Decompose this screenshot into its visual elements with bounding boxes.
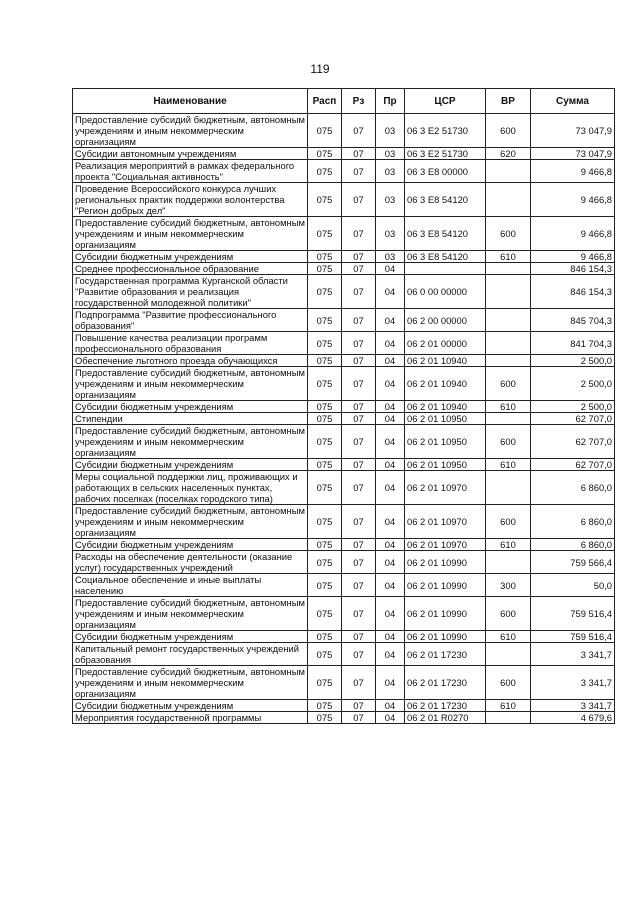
cell-rasp: 075 — [308, 551, 342, 574]
table-row — [73, 355, 615, 367]
cell-csr: 06 2 01 10990 — [405, 631, 486, 643]
cell-rasp: 075 — [308, 643, 342, 666]
cell-csr: 06 2 01 10970 — [405, 471, 486, 505]
cell-csr: 06 3 E8 54120 — [405, 217, 486, 251]
table-row — [73, 275, 615, 309]
cell-csr: 06 3 E8 54120 — [405, 251, 486, 263]
cell-name: Подпрограмма "Развитие профессионального образования" — [73, 309, 308, 332]
cell-csr: 06 2 01 17230 — [405, 700, 486, 712]
cell-vr: 610 — [486, 401, 531, 413]
cell-rz: 07 — [342, 217, 376, 251]
header-sum: Сумма — [531, 89, 615, 114]
cell-vr: 600 — [486, 217, 531, 251]
cell-csr: 06 2 01 00000 — [405, 332, 486, 355]
cell-rasp: 075 — [308, 160, 342, 183]
cell-name: Субсидии бюджетным учреждениям — [73, 401, 308, 413]
cell-pr: 04 — [376, 666, 405, 700]
page-number: 119 — [310, 62, 330, 76]
cell-pr: 04 — [376, 459, 405, 471]
cell-name: Социальное обеспечение и иные выплаты населению — [73, 574, 308, 597]
cell-pr: 03 — [376, 160, 405, 183]
cell-pr: 04 — [376, 367, 405, 401]
cell-rz: 07 — [342, 183, 376, 217]
table-row — [73, 471, 615, 505]
cell-csr: 06 2 01 10950 — [405, 459, 486, 471]
table-row — [73, 505, 615, 539]
table-row — [73, 643, 615, 666]
cell-csr: 06 2 01 10950 — [405, 413, 486, 425]
cell-rz: 07 — [342, 700, 376, 712]
cell-pr: 03 — [376, 183, 405, 217]
cell-name: Предоставление субсидий бюджетным, автономным учреждениям и иным некоммерческим организациям — [73, 217, 308, 251]
table-header-row — [73, 89, 615, 114]
cell-name: Субсидии бюджетным учреждениям — [73, 631, 308, 643]
cell-csr: 06 2 01 10970 — [405, 505, 486, 539]
cell-rasp: 075 — [308, 631, 342, 643]
cell-vr — [486, 413, 531, 425]
table-row — [73, 631, 615, 643]
cell-sum: 2 500,0 — [531, 367, 615, 401]
cell-csr: 06 2 01 10990 — [405, 551, 486, 574]
cell-pr: 03 — [376, 148, 405, 160]
cell-rasp: 075 — [308, 425, 342, 459]
cell-sum: 759 566,4 — [531, 551, 615, 574]
header-rz: Рз — [342, 89, 376, 114]
cell-name: Предоставление субсидий бюджетным, автономным учреждениям и иным некоммерческим организациям — [73, 505, 308, 539]
cell-csr: 06 2 01 10990 — [405, 574, 486, 597]
cell-pr: 04 — [376, 309, 405, 332]
cell-rasp: 075 — [308, 251, 342, 263]
cell-rz: 07 — [342, 309, 376, 332]
cell-rz: 07 — [342, 275, 376, 309]
cell-csr: 06 3 E2 51730 — [405, 114, 486, 148]
cell-sum: 3 341,7 — [531, 666, 615, 700]
cell-sum: 50,0 — [531, 574, 615, 597]
cell-rasp: 075 — [308, 539, 342, 551]
cell-name: Повышение качества реализации программ профессионального образования — [73, 332, 308, 355]
cell-sum: 841 704,3 — [531, 332, 615, 355]
cell-rz: 07 — [342, 367, 376, 401]
cell-rasp: 075 — [308, 459, 342, 471]
header-name: Наименование — [73, 89, 308, 114]
cell-rz: 07 — [342, 551, 376, 574]
cell-vr: 600 — [486, 367, 531, 401]
cell-rz: 07 — [342, 401, 376, 413]
table-row — [73, 413, 615, 425]
table-row — [73, 114, 615, 148]
cell-name: Субсидии автономным учреждениям — [73, 148, 308, 160]
table-row — [73, 574, 615, 597]
cell-name: Проведение Всероссийского конкурса лучших региональных практик поддержки волонтерства "Регион добрых дел" — [73, 183, 308, 217]
cell-name: Обеспечение льготного проезда обучающихся — [73, 355, 308, 367]
cell-name: Расходы на обеспечение деятельности (оказание услуг) государственных учреждений — [73, 551, 308, 574]
cell-rasp: 075 — [308, 505, 342, 539]
header-pr: Пр — [376, 89, 405, 114]
cell-rasp: 075 — [308, 275, 342, 309]
table-row — [73, 425, 615, 459]
cell-csr: 06 3 E8 00000 — [405, 160, 486, 183]
cell-rz: 07 — [342, 160, 376, 183]
cell-pr: 03 — [376, 114, 405, 148]
cell-vr — [486, 309, 531, 332]
cell-vr — [486, 263, 531, 275]
cell-sum: 4 679,6 — [531, 712, 615, 724]
cell-rasp: 075 — [308, 700, 342, 712]
cell-vr — [486, 275, 531, 309]
table-row — [73, 160, 615, 183]
cell-rasp: 075 — [308, 355, 342, 367]
cell-rasp: 075 — [308, 712, 342, 724]
cell-pr: 04 — [376, 597, 405, 631]
cell-vr: 300 — [486, 574, 531, 597]
cell-vr — [486, 355, 531, 367]
cell-vr: 610 — [486, 631, 531, 643]
cell-vr: 600 — [486, 505, 531, 539]
cell-csr: 06 2 01 10940 — [405, 355, 486, 367]
cell-name: Субсидии бюджетным учреждениям — [73, 459, 308, 471]
cell-pr: 04 — [376, 700, 405, 712]
table-row — [73, 309, 615, 332]
table-row — [73, 666, 615, 700]
cell-pr: 04 — [376, 425, 405, 459]
cell-name: Меры социальной поддержки лиц, проживающих и работающих в сельских населенных пунктах, рабочих поселках (поселках городского типа) — [73, 471, 308, 505]
table-row — [73, 332, 615, 355]
cell-rasp: 075 — [308, 597, 342, 631]
table-row — [73, 551, 615, 574]
cell-pr: 04 — [376, 355, 405, 367]
cell-name: Субсидии бюджетным учреждениям — [73, 251, 308, 263]
cell-csr: 06 3 E8 54120 — [405, 183, 486, 217]
cell-pr: 04 — [376, 551, 405, 574]
cell-rasp: 075 — [308, 148, 342, 160]
cell-rz: 07 — [342, 263, 376, 275]
cell-sum: 2 500,0 — [531, 401, 615, 413]
cell-sum: 6 860,0 — [531, 539, 615, 551]
cell-pr: 04 — [376, 471, 405, 505]
cell-sum: 73 047,9 — [531, 148, 615, 160]
table-row — [73, 539, 615, 551]
cell-rasp: 075 — [308, 309, 342, 332]
cell-vr: 600 — [486, 666, 531, 700]
cell-rz: 07 — [342, 148, 376, 160]
cell-csr: 06 2 00 00000 — [405, 309, 486, 332]
cell-rz: 07 — [342, 413, 376, 425]
table-row — [73, 597, 615, 631]
cell-sum: 846 154,3 — [531, 275, 615, 309]
cell-name: Мероприятия государственной программы — [73, 712, 308, 724]
table-row — [73, 712, 615, 724]
cell-rz: 07 — [342, 355, 376, 367]
cell-rz: 07 — [342, 597, 376, 631]
cell-vr: 600 — [486, 114, 531, 148]
cell-vr: 610 — [486, 700, 531, 712]
cell-pr: 03 — [376, 217, 405, 251]
cell-rasp: 075 — [308, 332, 342, 355]
cell-name: Реализация мероприятий в рамках федерального проекта "Социальная активность" — [73, 160, 308, 183]
cell-csr: 06 3 E2 51730 — [405, 148, 486, 160]
cell-name: Предоставление субсидий бюджетным, автономным учреждениям и иным некоммерческим организациям — [73, 666, 308, 700]
cell-pr: 04 — [376, 539, 405, 551]
cell-rz: 07 — [342, 459, 376, 471]
cell-name: Субсидии бюджетным учреждениям — [73, 539, 308, 551]
cell-pr: 04 — [376, 505, 405, 539]
cell-csr: 06 2 01 10950 — [405, 425, 486, 459]
cell-name: Капитальный ремонт государственных учреждений образования — [73, 643, 308, 666]
cell-rasp: 075 — [308, 367, 342, 401]
cell-rz: 07 — [342, 666, 376, 700]
table-row — [73, 700, 615, 712]
cell-rasp: 075 — [308, 666, 342, 700]
cell-sum: 2 500,0 — [531, 355, 615, 367]
cell-rasp: 075 — [308, 183, 342, 217]
cell-rz: 07 — [342, 251, 376, 263]
cell-sum: 6 860,0 — [531, 471, 615, 505]
cell-rz: 07 — [342, 114, 376, 148]
cell-csr: 06 2 01 R0270 — [405, 712, 486, 724]
cell-sum: 759 516,4 — [531, 597, 615, 631]
cell-sum: 6 860,0 — [531, 505, 615, 539]
cell-name: Стипендии — [73, 413, 308, 425]
cell-csr: 06 2 01 17230 — [405, 643, 486, 666]
cell-rz: 07 — [342, 712, 376, 724]
cell-pr: 04 — [376, 574, 405, 597]
cell-csr: 06 2 01 10990 — [405, 597, 486, 631]
cell-name: Предоставление субсидий бюджетным, автономным учреждениям и иным некоммерческим организациям — [73, 367, 308, 401]
cell-sum: 759 516,4 — [531, 631, 615, 643]
cell-pr: 04 — [376, 712, 405, 724]
cell-pr: 04 — [376, 643, 405, 666]
header-csr: ЦСР — [405, 89, 486, 114]
cell-vr — [486, 643, 531, 666]
cell-csr: 06 2 01 10940 — [405, 367, 486, 401]
cell-sum: 9 466,8 — [531, 217, 615, 251]
cell-vr — [486, 183, 531, 217]
cell-sum: 62 707,0 — [531, 413, 615, 425]
cell-vr: 610 — [486, 539, 531, 551]
table-row — [73, 148, 615, 160]
header-vr: ВР — [486, 89, 531, 114]
cell-rasp: 075 — [308, 401, 342, 413]
cell-vr: 610 — [486, 251, 531, 263]
cell-rasp: 075 — [308, 574, 342, 597]
table-row — [73, 401, 615, 413]
cell-name: Среднее профессиональное образование — [73, 263, 308, 275]
cell-vr — [486, 551, 531, 574]
cell-rz: 07 — [342, 631, 376, 643]
cell-sum: 846 154,3 — [531, 263, 615, 275]
cell-sum: 62 707,0 — [531, 459, 615, 471]
cell-sum: 3 341,7 — [531, 700, 615, 712]
cell-pr: 04 — [376, 631, 405, 643]
cell-pr: 04 — [376, 413, 405, 425]
budget-table — [72, 88, 615, 724]
cell-csr — [405, 263, 486, 275]
cell-rasp: 075 — [308, 263, 342, 275]
cell-vr — [486, 332, 531, 355]
cell-csr: 06 2 01 10970 — [405, 539, 486, 551]
cell-sum: 3 341,7 — [531, 643, 615, 666]
cell-sum: 9 466,8 — [531, 160, 615, 183]
cell-sum: 73 047,9 — [531, 114, 615, 148]
cell-vr — [486, 471, 531, 505]
cell-vr — [486, 712, 531, 724]
cell-name: Предоставление субсидий бюджетным, автономным учреждениям и иным некоммерческим организациям — [73, 114, 308, 148]
table-row — [73, 251, 615, 263]
cell-name: Государственная программа Курганской области "Развитие образования и реализация государственной молодежной политики" — [73, 275, 308, 309]
cell-pr: 04 — [376, 401, 405, 413]
cell-rz: 07 — [342, 332, 376, 355]
cell-rz: 07 — [342, 471, 376, 505]
cell-rasp: 075 — [308, 217, 342, 251]
cell-pr: 04 — [376, 263, 405, 275]
cell-rz: 07 — [342, 643, 376, 666]
cell-csr: 06 2 01 17230 — [405, 666, 486, 700]
cell-name: Субсидии бюджетным учреждениям — [73, 700, 308, 712]
cell-rasp: 075 — [308, 471, 342, 505]
cell-vr — [486, 160, 531, 183]
cell-vr: 620 — [486, 148, 531, 160]
cell-pr: 03 — [376, 251, 405, 263]
cell-sum: 62 707,0 — [531, 425, 615, 459]
table-row — [73, 263, 615, 275]
cell-sum: 9 466,8 — [531, 183, 615, 217]
cell-vr: 600 — [486, 597, 531, 631]
cell-name: Предоставление субсидий бюджетным, автономным учреждениям и иным некоммерческим организациям — [73, 425, 308, 459]
cell-rz: 07 — [342, 574, 376, 597]
cell-rz: 07 — [342, 505, 376, 539]
cell-sum: 845 704,3 — [531, 309, 615, 332]
cell-csr: 06 0 00 00000 — [405, 275, 486, 309]
cell-pr: 04 — [376, 332, 405, 355]
table-row — [73, 183, 615, 217]
table-row — [73, 367, 615, 401]
cell-csr: 06 2 01 10940 — [405, 401, 486, 413]
table-row — [73, 459, 615, 471]
cell-vr: 600 — [486, 425, 531, 459]
cell-sum: 9 466,8 — [531, 251, 615, 263]
cell-rz: 07 — [342, 539, 376, 551]
cell-name: Предоставление субсидий бюджетным, автономным учреждениям и иным некоммерческим организациям — [73, 597, 308, 631]
cell-vr: 610 — [486, 459, 531, 471]
header-rasp: Расп — [308, 89, 342, 114]
cell-rasp: 075 — [308, 114, 342, 148]
table-row — [73, 217, 615, 251]
cell-rz: 07 — [342, 425, 376, 459]
cell-rasp: 075 — [308, 413, 342, 425]
cell-pr: 04 — [376, 275, 405, 309]
